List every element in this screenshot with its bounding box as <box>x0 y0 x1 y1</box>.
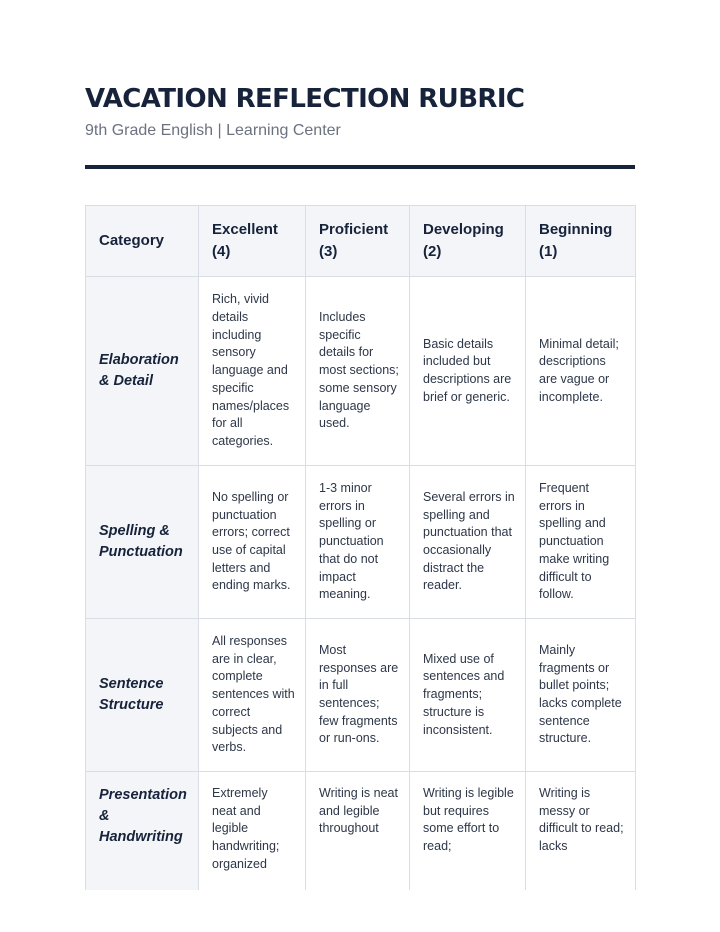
cell-proficient: Most responses are in full sentences; few fragments or run-ons. <box>306 619 410 772</box>
cell-beginning: Frequent errors in spelling and punctuation make writing difficult to follow. <box>526 466 636 619</box>
row-category: Spelling & Punctuation <box>86 466 199 619</box>
row-category: Sentence Structure <box>86 619 199 772</box>
row-category: Elaboration & Detail <box>86 277 199 466</box>
table-row <box>86 619 636 772</box>
cell-excellent: Extremely neat and legible handwriting; organized <box>199 772 306 891</box>
cell-developing: Mixed use of sentences and fragments; structure is inconsistent. <box>410 619 526 772</box>
rubric-table <box>85 205 636 890</box>
page-title: VACATION REFLECTION RUBRIC <box>85 84 525 114</box>
table-row <box>86 466 636 619</box>
table-row <box>86 772 636 891</box>
cell-proficient: Writing is neat and legible throughout <box>306 772 410 891</box>
cell-beginning: Writing is messy or difficult to read; lacks <box>526 772 636 891</box>
cell-developing: Several errors in spelling and punctuation that occasionally distract the reader. <box>410 466 526 619</box>
cell-proficient: 1-3 minor errors in spelling or punctuation that do not impact meaning. <box>306 466 410 619</box>
header-category: Category <box>86 206 199 277</box>
cell-excellent: Rich, vivid details including sensory language and specific names/places for all categories. <box>199 277 306 466</box>
cell-developing: Writing is legible but requires some effort to read; <box>410 772 526 891</box>
rubric-header-row <box>86 206 636 277</box>
page-subtitle: 9th Grade English | Learning Center <box>85 122 341 139</box>
cell-proficient: Includes specific details for most sections; some sensory language used. <box>306 277 410 466</box>
header-proficient: Proficient (3) <box>306 206 410 277</box>
cell-excellent: No spelling or punctuation errors; correct use of capital letters and ending marks. <box>199 466 306 619</box>
row-category: Presentation & Handwriting <box>86 772 199 891</box>
header-beginning: Beginning (1) <box>526 206 636 277</box>
header-excellent: Excellent (4) <box>199 206 306 277</box>
cell-excellent: All responses are in clear, complete sentences with correct subjects and verbs. <box>199 619 306 772</box>
cell-beginning: Minimal detail; descriptions are vague or incomplete. <box>526 277 636 466</box>
cell-developing: Basic details included but descriptions are brief or generic. <box>410 277 526 466</box>
title-divider <box>85 165 635 169</box>
cell-beginning: Mainly fragments or bullet points; lacks complete sentence structure. <box>526 619 636 772</box>
table-row <box>86 277 636 466</box>
header-developing: Developing (2) <box>410 206 526 277</box>
